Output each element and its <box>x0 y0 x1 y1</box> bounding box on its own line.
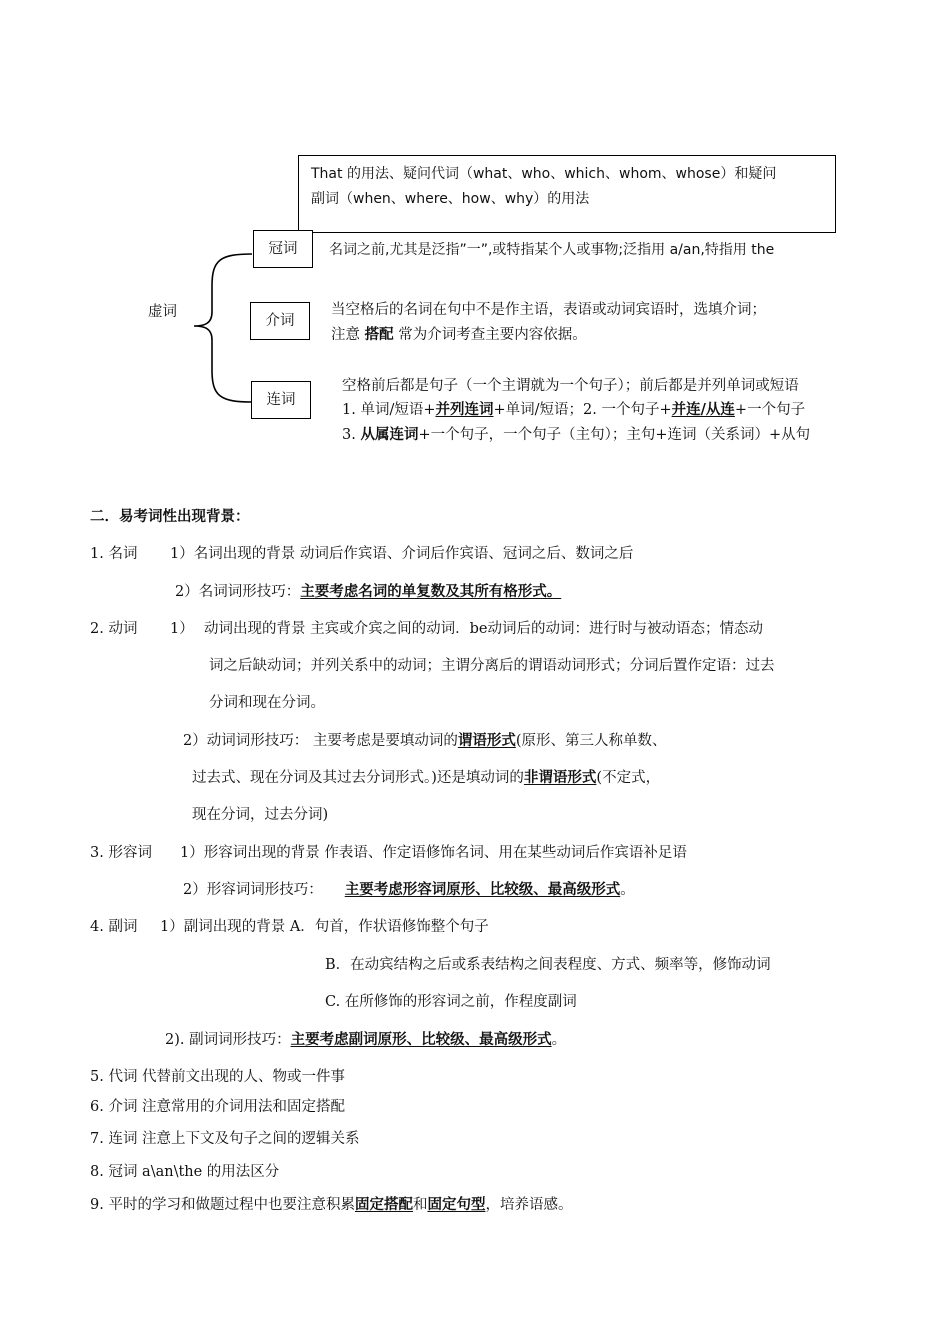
verb-tip-l2-a: 过去式、现在分词及其过去分词形式。)还是填动词的 <box>192 770 524 786</box>
function-words-label: 虚词 <box>148 304 177 320</box>
conjunction-line-3-a: 3. <box>342 427 361 443</box>
verb-tip-l2-c: (不定式， <box>596 770 661 786</box>
adverb-case-b: B．在动宾结构之后或系表结构之间表程度、方式、频率等，修饰动词 <box>325 957 771 973</box>
verb-tip-l1-a: 2）动词词形技巧： 主要考虑是要填动词的 <box>183 733 458 749</box>
verb-bg-number: 1） <box>170 621 194 637</box>
that-usage-line-2: 副词（when、where、how、why）的用法 <box>311 191 590 207</box>
noun-tip-label: 2）名词词形技巧： <box>175 584 301 600</box>
preposition-line-2-c: 常为介词考查主要内容依据。 <box>393 327 587 343</box>
adverb-tip-end: 。 <box>551 1032 567 1048</box>
article-item: 8. 冠词 a\an\the 的用法区分 <box>90 1164 280 1180</box>
noun-background: 1）名词出现的背景 动词后作宾语、介词后作宾语、冠词之后、数词之后 <box>170 546 634 562</box>
conjunction-label: 连词 <box>266 392 296 408</box>
verb-head: 2. 动词 <box>90 621 138 637</box>
conjunction-label-box <box>251 381 311 419</box>
collocation-keyword: 搭配 <box>364 326 394 343</box>
noun-head: 1. 名词 <box>90 546 138 562</box>
adjective-tip-end: 。 <box>620 882 635 898</box>
adjective-background: 1）形容词出现的背景 作表语、作定语修饰名词、用在某些动词后作宾语补足语 <box>180 845 687 861</box>
conjunction-line-2-e: +一个句子 <box>734 402 806 418</box>
adverb-tip-label: 2). 副词词形技巧： <box>165 1032 291 1048</box>
predicate-form-keyword: 谓语形式 <box>457 732 516 749</box>
fixed-collocation-keyword: 固定搭配 <box>354 1196 413 1213</box>
adverb-background: 1）副词出现的背景 A．句首，作状语修饰整个句子 <box>160 919 489 935</box>
pronoun-item: 5. 代词 代替前文出现的人、物或一件事 <box>90 1069 346 1085</box>
adjective-head: 3. 形容词 <box>90 845 152 861</box>
verb-tip-line-1 <box>183 731 667 751</box>
conjunction-line-2-c: +单词/短语；2. 一个句子+ <box>493 402 672 418</box>
conjunction-line-3 <box>342 425 810 445</box>
noun-tip-key: 主要考虑名词的单复数及其所有格形式。 <box>300 583 562 600</box>
preposition-label-box <box>250 302 310 340</box>
adjective-tip-label: 2）形容词词形技巧： <box>183 882 323 898</box>
conjunction-line-1: 空格前后都是句子（一个主谓就为一个句子）；前后都是并列单词或短语 <box>342 378 799 394</box>
study-tip-item <box>90 1195 572 1215</box>
verb-tip-line-2 <box>192 768 660 788</box>
verb-tip-l1-c: (原形、第三人称单数、 <box>515 733 667 749</box>
preposition-line-1: 当空格后的名词在句中不是作主语，表语或动词宾语时，选填介词； <box>331 302 766 318</box>
coordinating-conjunction-keyword: 并列连词 <box>435 401 494 418</box>
verb-tip-line-3: 现在分词，过去分词) <box>192 807 329 823</box>
verb-background-line-2: 词之后缺动词；并列关系中的动词；主谓分离后的谓语动词形式；分词后置作定语：过去 <box>209 658 775 674</box>
conjunction-item: 7. 连词 注意上下文及句子之间的逻辑关系 <box>90 1131 360 1147</box>
preposition-line-2 <box>331 325 587 345</box>
that-usage-box <box>298 155 836 233</box>
noun-tip <box>175 582 561 602</box>
adjective-tip-key: 主要考虑形容词原形、比较级、最高级形式 <box>344 881 621 898</box>
article-label-box <box>253 230 313 268</box>
article-description: 名词之前,尤其是泛指”一”,或特指某个人或事物;泛指用 a/an,特指用 the <box>329 242 775 258</box>
that-usage-line-1: That 的用法、疑问代词（what、who、which、whom、whose）和疑问 <box>311 166 777 182</box>
adverb-tip-key: 主要考虑副词原形、比较级、最高级形式 <box>290 1031 552 1048</box>
verb-background-line-3: 分词和现在分词。 <box>209 695 325 711</box>
preposition-item: 6. 介词 注意常用的介词用法和固定搭配 <box>90 1099 346 1115</box>
adverb-tip <box>165 1030 566 1050</box>
preposition-line-2-a: 注意 <box>331 327 365 343</box>
fixed-pattern-keyword: 固定句型 <box>427 1196 486 1213</box>
verb-background-line-1: 动词出现的背景 主宾或介宾之间的动词．be动词后的动词：进行时与被动语态；情态动 <box>204 621 763 637</box>
adjective-tip <box>183 880 635 900</box>
study-tip-c: 和 <box>412 1197 428 1213</box>
conj-subord-keyword: 并连/从连 <box>671 401 735 418</box>
adverb-case-c: C. 在所修饰的形容词之前，作程度副词 <box>325 994 577 1010</box>
section-heading: 二．易考词性出现背景： <box>90 508 250 525</box>
conjunction-line-2-a: 1. 单词/短语+ <box>342 402 436 418</box>
non-predicate-keyword: 非谓语形式 <box>523 769 597 786</box>
preposition-label: 介词 <box>265 313 295 329</box>
study-tip-e: ，培养语感。 <box>485 1197 573 1213</box>
conjunction-line-3-c: +一个句子，一个句子（主句）；主句+连词（关系词）+从句 <box>418 427 811 443</box>
conjunction-line-2 <box>342 400 805 420</box>
subordinating-conjunction-keyword: 从属连词 <box>360 426 419 443</box>
adverb-head: 4. 副词 <box>90 919 138 935</box>
study-tip-a: 9. 平时的学习和做题过程中也要注意积累 <box>90 1197 355 1213</box>
article-label: 冠词 <box>268 241 298 257</box>
